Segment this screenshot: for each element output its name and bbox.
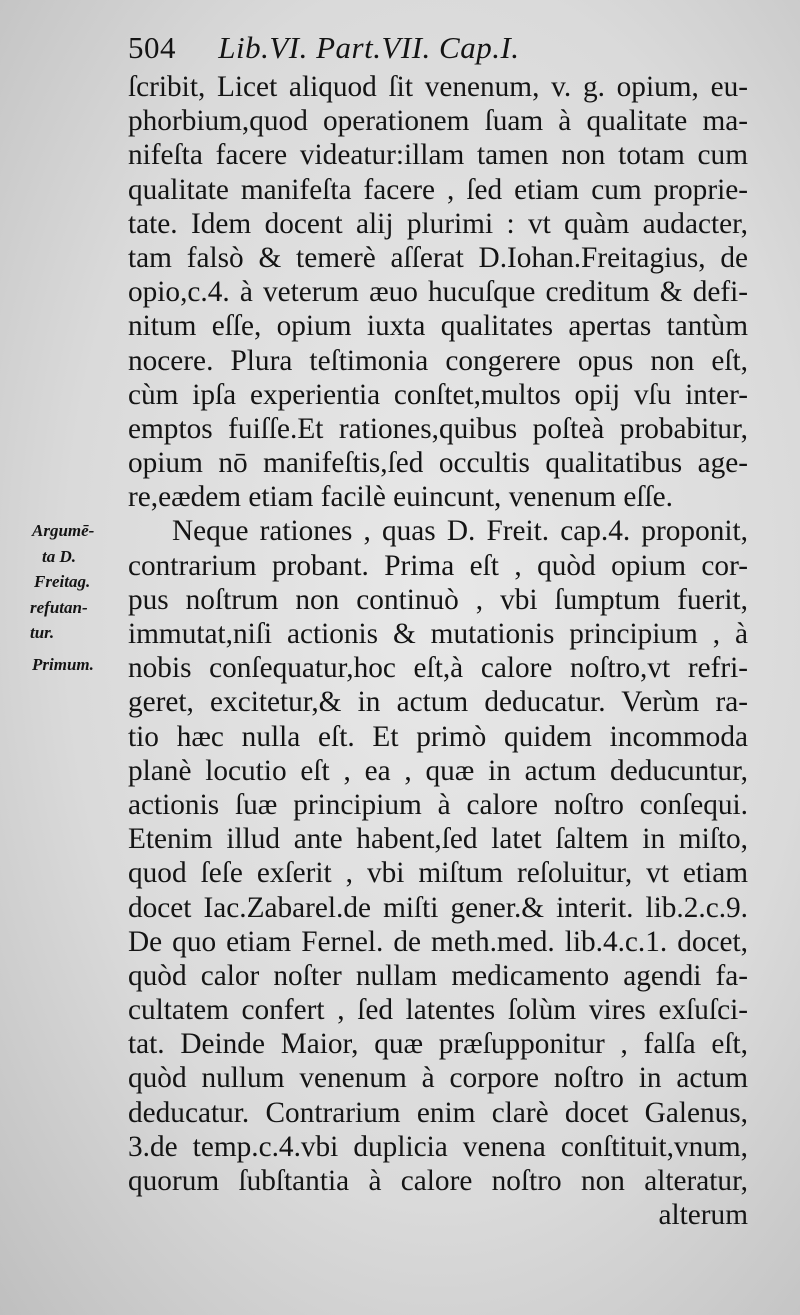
marginal-note-line: Argumē- — [32, 521, 95, 540]
text-line: opium nō manifeſtis,ſed occultis qualitatibus age- — [128, 447, 748, 480]
text-line: quod ſeſe exſerit , vbi miſtum reſoluitur, vt etiam — [128, 857, 748, 890]
text-line: 3.de temp.c.4.vbi duplicia venena conſtituit,vnum, — [128, 1130, 748, 1163]
text-line: planè locutio eſt , ea , quæ in actum deducuntur, — [128, 754, 748, 787]
text-line: cultatem confert , ſed latentes ſolùm vires exſuſci- — [128, 994, 748, 1027]
marginal-note-line: Primum. — [32, 654, 94, 674]
text-line: deducatur. Contrarium enim clarè docet Galenus, — [128, 1096, 748, 1129]
page-header — [128, 30, 520, 66]
text-line: contrarium probant. Prima eſt , quòd opium cor- — [128, 549, 748, 582]
text-line: tate. Idem docent alij plurimi : vt quàm audacter, — [128, 207, 748, 240]
page-number: 504 — [128, 30, 176, 65]
text-line: nitum eſſe, opium iuxta qualitates apertas tantùm — [128, 310, 748, 343]
marginal-note-line: tur. — [30, 623, 55, 642]
marginal-note-line: ta D. — [42, 546, 76, 566]
running-title: Lib.VI. Part.VII. Cap.I. — [218, 30, 520, 65]
text-line: quòd nullum venenum à corpore noſtro in actum — [128, 1062, 748, 1095]
text-line: immutat,niſi actionis & mutationis principium , à — [128, 618, 748, 650]
text-line: phorbium,quod operationem ſuam à qualitate ma- — [128, 105, 748, 138]
text-line: tio hæc nulla eſt. Et primò quidem incommoda — [128, 720, 748, 753]
catchword: alterum — [658, 1199, 748, 1232]
text-line: qualitate manifeſta facere , ſed etiam cum proprie- — [128, 173, 748, 206]
text-line: ſcribit, Licet aliquod ſit venenum, v. g. opium, eu- — [128, 71, 748, 103]
text-line: re,eædem etiam facilè euincunt, venenum eſſe. — [128, 481, 674, 514]
text-line: nobis conſequatur,hoc eſt,à calore noſtro,vt refri- — [128, 652, 748, 685]
text-line: emptos fuiſſe.Et rationes,quibus poſteà probabitur, — [128, 412, 748, 445]
text-line: cùm ipſa experientia conſtet,multos opij vſu inter- — [128, 378, 748, 411]
marginal-note-line: refutan- — [30, 597, 88, 617]
paragraph-first-line: Neque rationes , quas D. Freit. cap.4. proponit, — [172, 515, 748, 548]
text-line: tat. Deinde Maior, quæ præſupponitur , falſa eſt, — [128, 1028, 748, 1061]
text-line: opio,c.4. à veterum æuo hucuſque creditum & defi- — [128, 276, 748, 309]
text-line: nifeſta facere videatur:illam tamen non totam cum — [128, 139, 748, 172]
text-line: docet Iac.Zabarel.de miſti gener.& interit. lib.2.c.9. — [128, 891, 748, 924]
text-line: De quo etiam Fernel. de meth.med. lib.4.c.1. docet, — [128, 925, 748, 958]
text-line: nocere. Plura teſtimonia congerere opus non eſt, — [128, 344, 748, 377]
text-line: pus noſtrum non continuò , vbi ſumptum fuerit, — [128, 583, 748, 616]
text-line: tam falsò & temerè aſſerat D.Iohan.Freitagius, de — [128, 241, 748, 274]
marginal-note — [28, 518, 126, 677]
text-line: quorum ſubſtantia à calore noſtro non alteratur, — [128, 1165, 748, 1197]
text-line: quòd calor noſter nullam medicamento agendi fa- — [128, 959, 748, 992]
body-text — [128, 70, 748, 1232]
marginal-note-line: Freitag. — [34, 572, 91, 591]
text-line: geret, excitetur,& in actum deducatur. Verùm ra- — [128, 686, 748, 719]
text-line: actionis ſuæ principium à calore noſtro conſequi. — [128, 788, 748, 821]
text-line: Etenim illud ante habent,ſed latet ſaltem in miſto, — [128, 823, 748, 856]
